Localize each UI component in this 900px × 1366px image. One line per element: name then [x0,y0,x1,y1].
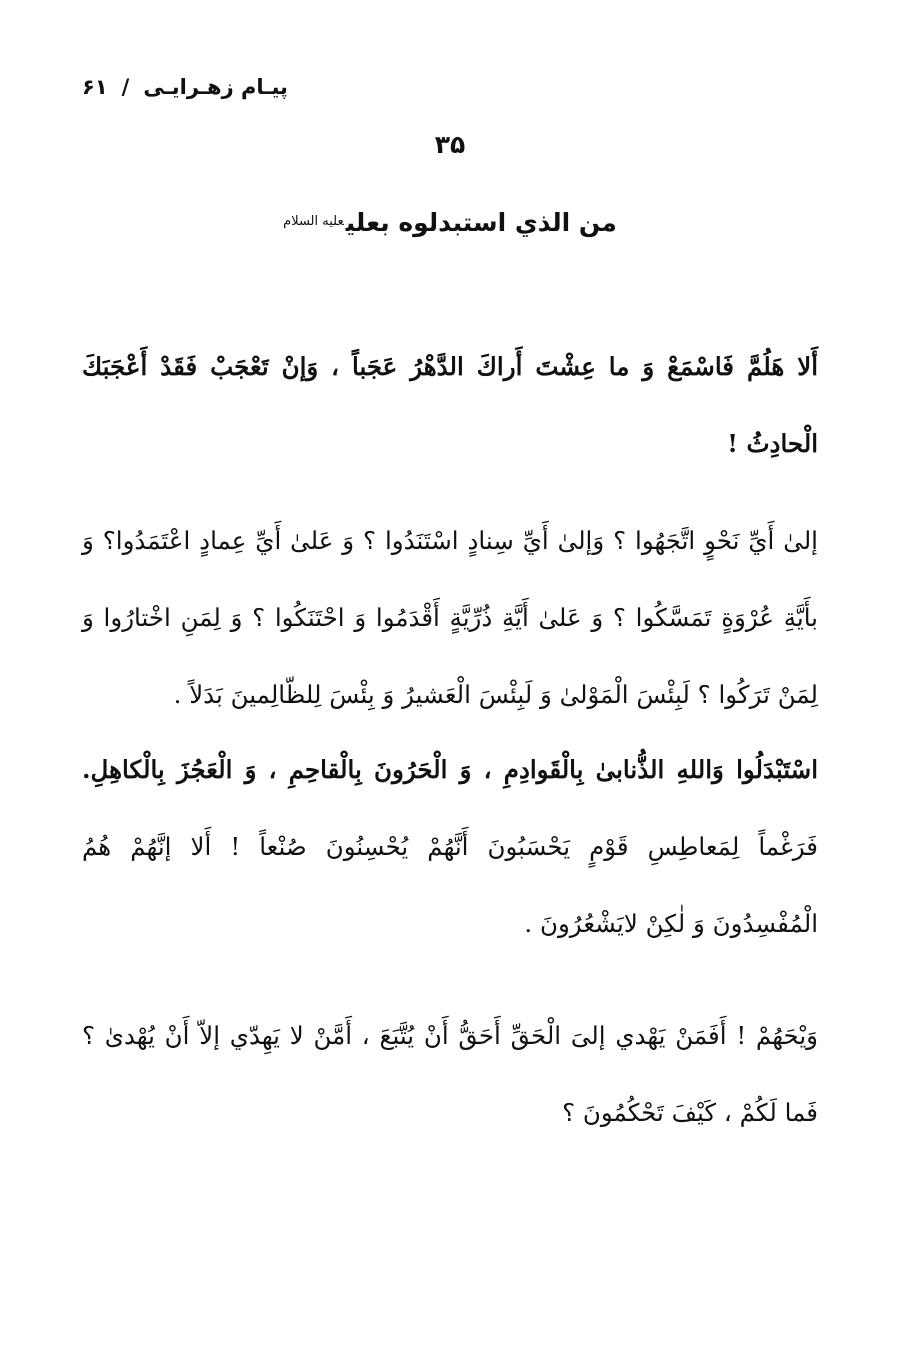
paragraph-3-text: فَرَغْماً لِمَعاطِسِ قَوْمٍ يَحْسَبُونَ أَنَّهُمْ يُحْسِنُونَ صُنْعاً ! أَلا إنَّهُمْ هُمُ الْمُفْسِدُونَ وَ لٰكِنْ لايَشْعُرُونَ . [82,832,818,938]
paragraph-3-lead: اسْتَبْدَلُوا وَاللهِ الذُّنابىٰ بِالْقَوادِمِ ، وَ الْحَرُونَ بِالْقاحِمِ ، وَ الْعَجُزَ بِالْكاهِلِ. [82,755,818,784]
paragraph-2: إلىٰ أَيِّ نَحْوٍ اتَّجَهُوا ؟ وَإلىٰ أَيِّ سِنادٍ اسْتَنَدُوا ؟ وَ عَلىٰ أَيِّ عِمادٍ اعْتَمَدُوا؟ وَ بأَيَّةِ عُرْوَةٍ تَمَسَّكُوا ؟ وَ عَلىٰ أَيَّةِ ذُرِّيَّةٍ أَقْدَمُوا وَ احْتَنَكُوا ؟ وَ لِمَنِ اخْتارُوا وَ لِمَنْ تَرَكُوا ؟ لَبِئْسَ الْمَوْلىٰ وَ لَبِئْسَ الْعَشيرُ وَ بِئْسَ لِلظّالِمينَ بَدَلاً . [82,526,818,709]
page-number: ۶۱ [82,75,108,99]
section-title-text: من الذي استبدلوه بعلي [345,208,617,237]
section-number: ۳۵ [434,130,466,159]
book-title: پیـام زهـرایـی [143,75,288,99]
honorific-symbol: عليه السلام [283,214,344,229]
running-header [82,72,288,102]
paragraph-3 [82,731,818,962]
paragraph-4: وَيْحَهُمْ ! أَفَمَنْ يَهْدي إلىَ الْحَقِّ أَحَقُّ أَنْ يُتَّبَعَ ، أَمَّنْ لا يَهِدّي إلاّ أَنْ يُهْدىٰ ؟ فَما لَكُمْ ، كَيْفَ تَحْكُمُونَ ؟ [82,1021,818,1127]
header-separator: / [121,75,130,99]
paragraph-1: أَلا هَلُمَّ فَاسْمَعْ وَ ما عِشْتَ أَراكَ الدَّهْرُ عَجَباً ، وَإنْ تَعْجَبْ فَقَدْ أَعْجَبَكَ الْحادِثُ ! [82,352,818,458]
section-title [0,203,900,242]
